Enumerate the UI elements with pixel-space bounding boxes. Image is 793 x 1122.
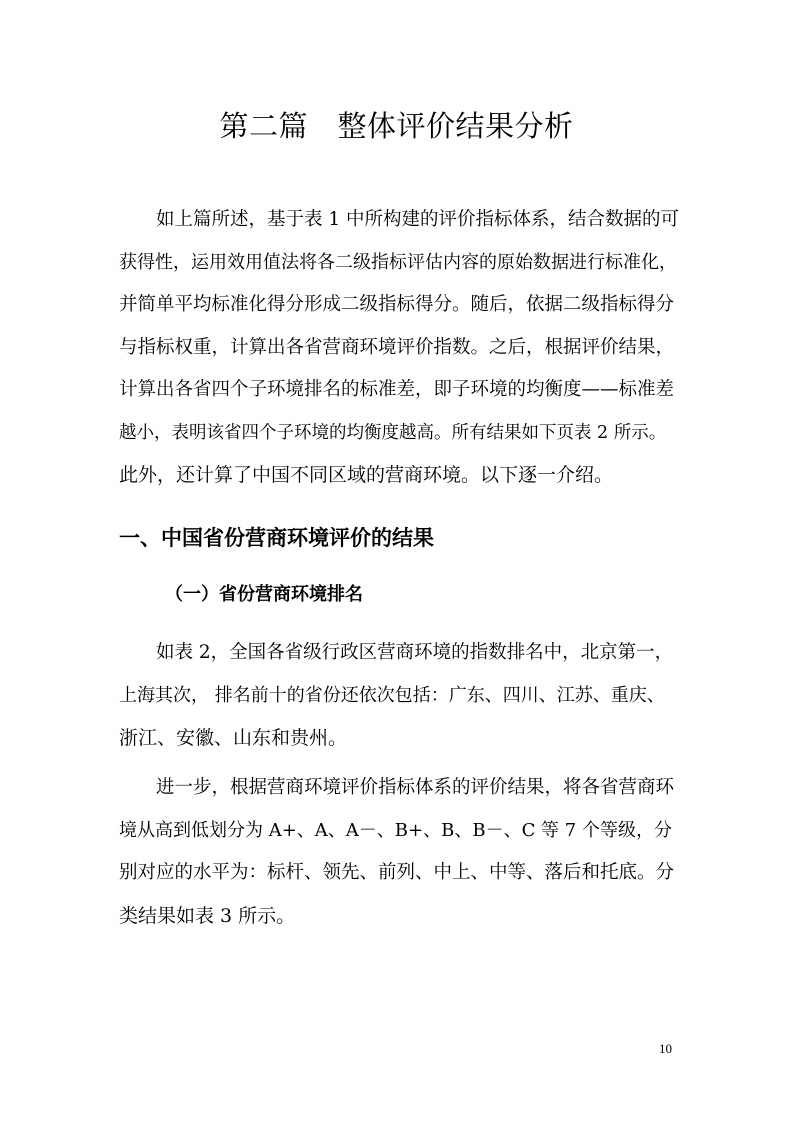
paragraph-line: 此外，还计算了中国不同区域的营商环境。以下逐一介绍。 (119, 464, 614, 486)
paragraph-line: 进一步，根据营商环境评价指标体系的评价结果，将各省营商环 (119, 777, 675, 798)
paragraph-line: 越小，表明该省四个子环境的均衡度越高。所有结果如下页表 2 所示。 (119, 422, 667, 443)
paragraph-line: 如表 2，全国各省级行政区营商环境的指数排名中，北京第一， (119, 642, 674, 663)
paragraph-line: 别对应的水平为：标杆、领先、前列、中上、中等、落后和托底。分 (119, 862, 675, 883)
subsection-heading: （一）省份营商环境排名 (165, 584, 363, 605)
paragraph-line: 上海其次， 排名前十的省份还依次包括：广东、四川、江苏、重庆、 (119, 684, 665, 706)
paragraph-line: 如上篇所述，基于表 1 中所构建的评价指标体系，结合数据的可 (119, 209, 679, 230)
grade-paragraph (119, 767, 679, 937)
section-heading: 一、中国省份营商环境评价的结果 (119, 526, 434, 550)
page-number: 10 (659, 1041, 672, 1056)
ranking-paragraph (119, 632, 679, 760)
paragraph-line: 计算出各省四个子环境排名的标准差，即子环境的均衡度——标准差 (119, 379, 675, 400)
paragraph-line: 获得性，运用效用值法将各二级指标评估内容的原始数据进行标准化， (119, 251, 677, 273)
paragraph-line: 境从高到低划分为 A+、A、A－、B+、B、B－、C 等 7 个等级，分 (119, 819, 672, 841)
paragraph-line: 与指标权重，计算出各省营商环境评价指数。之后，根据评价结果， (119, 336, 675, 358)
chapter-title: 第二篇 整体评价结果分析 (219, 109, 574, 143)
paragraph-line: 类结果如表 3 所示。 (119, 904, 296, 927)
paragraph-line: 并简单平均标准化得分形成二级指标得分。随后，依据二级指标得分 (119, 294, 675, 315)
intro-paragraph (119, 199, 679, 497)
paragraph-line: 浙江、安徽、山东和贵州。 (119, 727, 348, 749)
